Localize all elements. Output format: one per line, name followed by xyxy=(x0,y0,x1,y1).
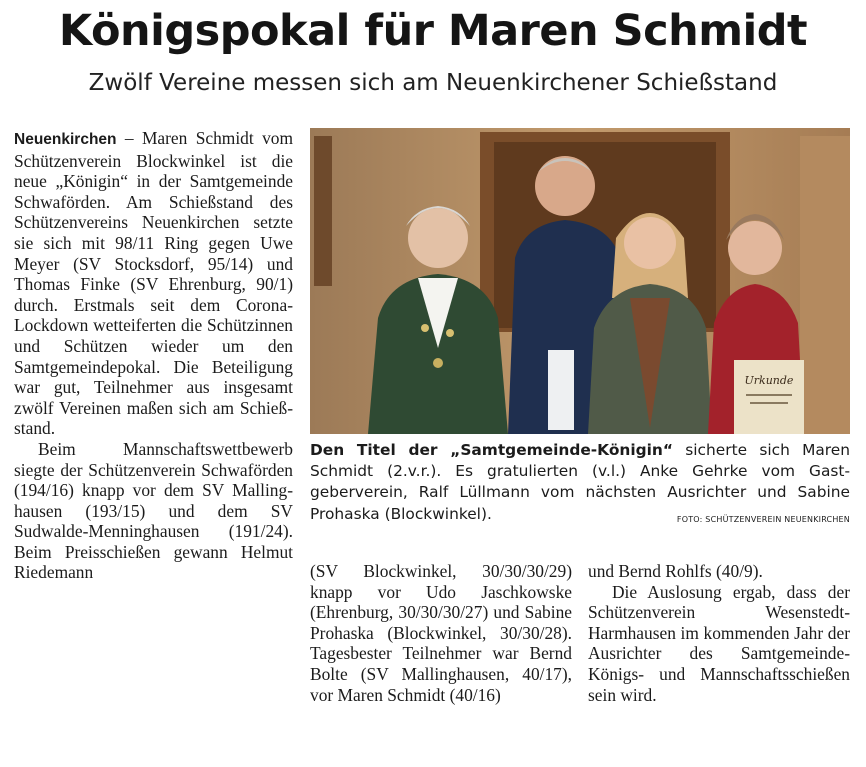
team-paragraph: Beim Mannschaftswettbewerb siegte der Schützenverein Schwaförden (194/16) knapp vor dem SV Mallinghausen (193/15) und dem SV Sudwalde-Menninghausen (191/24). Beim Preisschießen gewann Helmut Riedemann xyxy=(14,438,293,583)
certificate-text: Urkunde xyxy=(744,374,794,387)
article-column-3 xyxy=(588,561,850,705)
dateline: Neuenkirchen xyxy=(14,131,117,148)
draw-paragraph: Die Auslosung ergab, dass der Schützenverein Wesenstedt-Harmhausen im kommenden Jahr der Ausrichter des Samtgemeinde-Königs- und Mannschaftsschießen sein wird. xyxy=(588,581,850,705)
results-end: und Bernd Rohlfs (40/9). xyxy=(588,561,763,581)
article-column-1 xyxy=(14,128,293,583)
article-column-2 xyxy=(310,561,572,705)
intro-paragraph xyxy=(14,128,293,439)
intro-text: – Maren Schmidt vom Schützenverein Blockwinkel ist die neue „Königin“ in der Samtgemeinde Schwaförden. Am Schießstand des Schützenvereins Neuenkirchen setzte sie sich mit 98/11 Ring gegen Uwe Meyer (SV Stocksdorf, 95/14) und Thomas Finke (SV Ehrenburg, 90/1) durch. Erstmals seit dem Corona-Lockdown wetteiferten die Schützinnen und Schützen wieder um den Samtgemeindepokal. Die Beteiligung war gut, Teilnehmer aus insgesamt zwölf Vereinen maßen sich am Schießstand. xyxy=(14,128,293,439)
article-photo xyxy=(310,128,850,434)
results-paragraph: (SV Blockwinkel, 30/30/30/29) knapp vor Udo Jaschkowske (Ehrenburg, 30/30/30/27) und Sabine Prohaska (Blockwinkel, 30/30/28). Tagesbester Teilnehmer war Bernd Bolte (SV Mallinghausen, 40/17), vor Maren Schmidt (40/16) xyxy=(310,561,572,705)
photo-credit: FOTO: SCHÜTZENVEREIN NEUENKIRCHEN xyxy=(676,514,850,524)
caption-lead: Den Titel der „Samtgemeinde-Königin“ xyxy=(310,441,674,459)
subheadline: Zwölf Vereine messen sich am Neuenkirchener Schießstand xyxy=(88,70,778,96)
caption-text: sicherte sich Maren Schmidt (2.v.r.). Es gratulierten (v.l.) Anke Gehrke vom Gastgeberverein, Ralf Lüllmann vom nächsten Ausrichter und Sabine Prohaska (Blockwinkel). xyxy=(310,441,850,523)
photo-caption xyxy=(310,440,850,530)
headline: Königspokal für Maren Schmidt xyxy=(58,6,808,56)
